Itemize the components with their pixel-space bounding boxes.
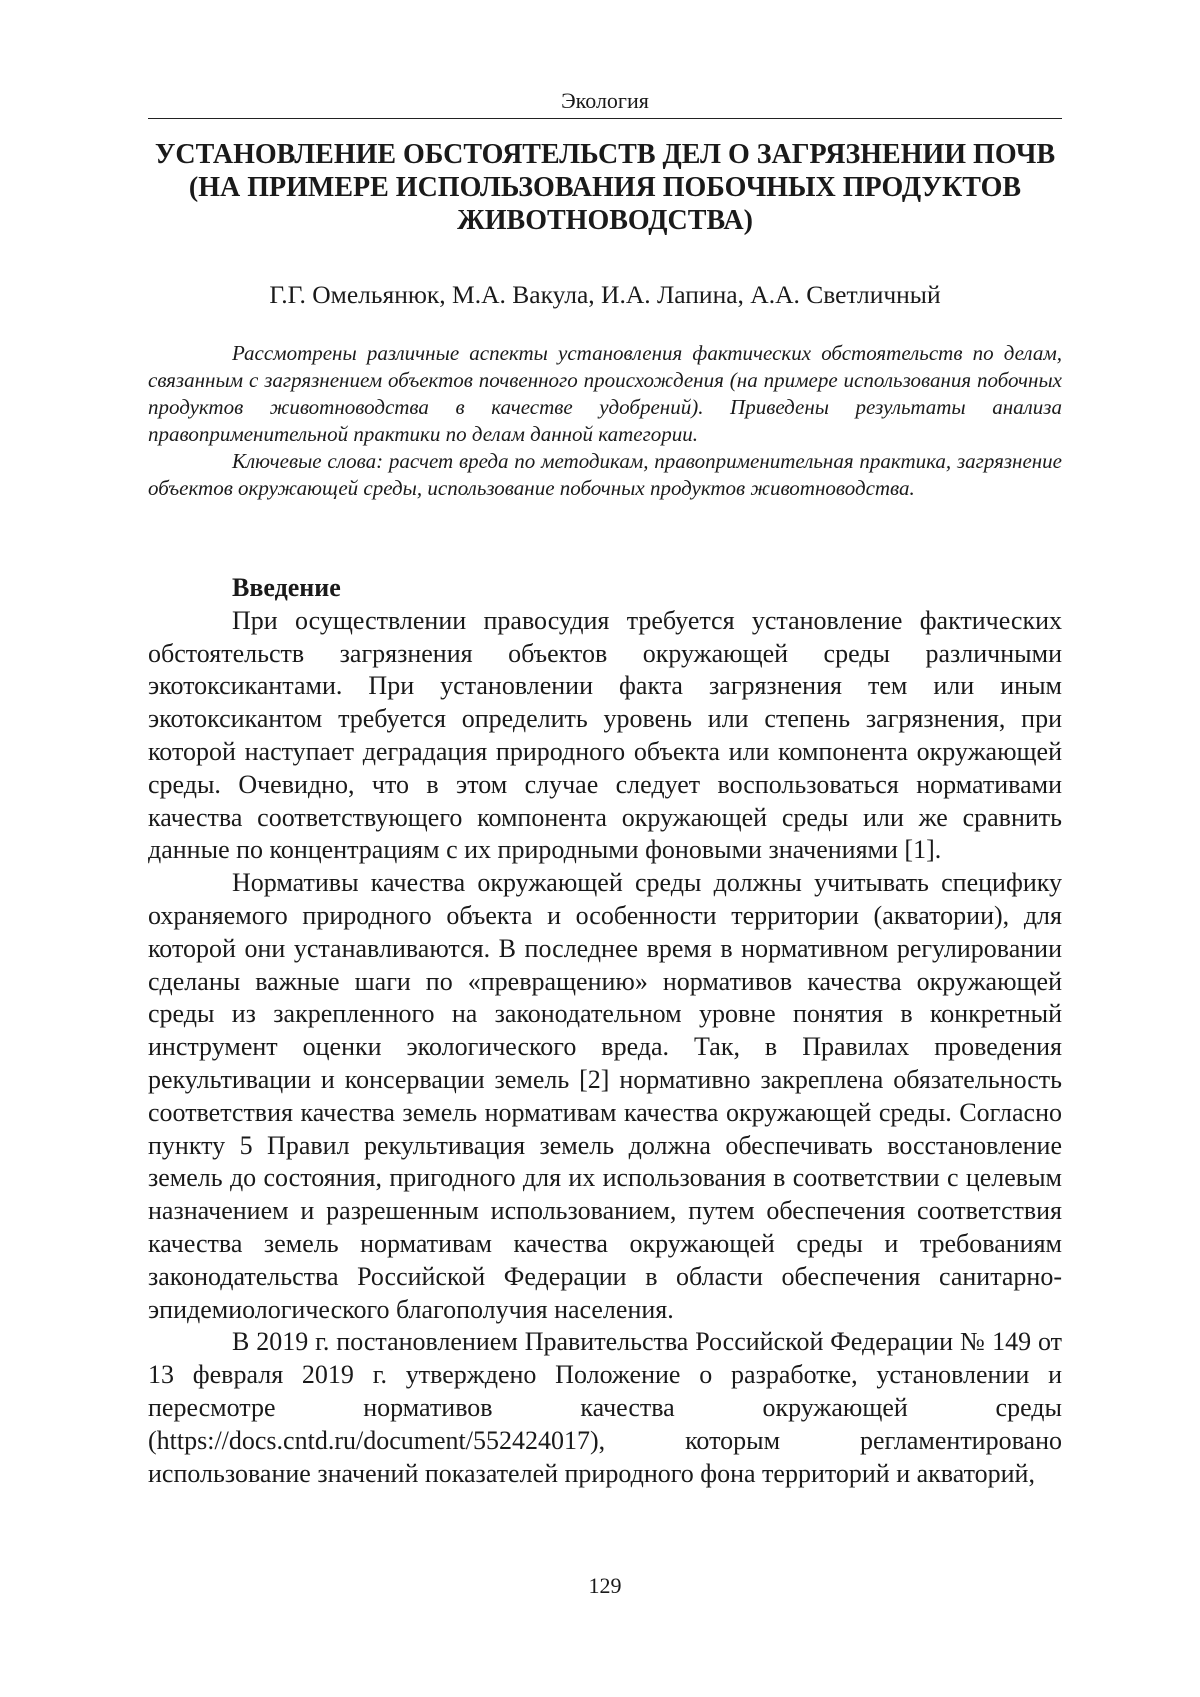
abstract-summary: Рассмотрены различные аспекты установления фактических обстоятельств по делам, связанным с загрязнением объектов почвенного происхождения (на примере использования побочных продуктов животноводства в качестве удобрений). Приведены результаты анализа правоприменительной практики по делам данной категории. [148, 341, 1062, 446]
authors-line: Г.Г. Омельянюк, М.А. Вакула, И.А. Лапина, А.А. Светличный [269, 280, 941, 309]
body-paragraph-1: При осуществлении правосудия требуется установление фактических обстоятельств загрязнения объектов окружающей среды различными экотоксикантами. При установлении факта загрязнения тем или иным экотоксикантом требуется определить уровень или степень загрязнения, при которой наступает деградация природного объекта или компонента окружающей среды. Очевидно, что в этом случае следует воспользоваться нормативами качества соответствующего компонента окружающей среды или же сравнить данные по концентрациям с их природными фоновыми значениями [1]. [148, 605, 1062, 865]
body-paragraph-3: В 2019 г. постановлением Правительства Российской Федерации № 149 от 13 февраля 2019 г. утверждено Положение о разработке, установлении и пересмотре нормативов качества окружающей среды (https://docs.cntd.ru/document/552424017), которым регламентировано использование значений показателей природного фона территорий и акваторий, [148, 1327, 1062, 1488]
article-body [148, 572, 1062, 1490]
header-rule [148, 118, 1062, 119]
body-paragraph-2: Нормативы качества окружающей среды должны учитывать специфику охраняемого природного объекта и особенности территории (акватории), для которой они устанавливаются. В последнее время в нормативном регулировании сделаны важные шаги по «превращению» нормативов качества окружающей среды из закрепленного на законодательном уровне понятия в конкретный инструмент оценки экологического вреда. Так, в Правилах проведения рекультивации и консервации земель [2] нормативно закреплена обязательность соответствия качества земель нормативам качества окружающей среды. Согласно пункту 5 Правил рекультивация земель должна обеспечивать восстановление земель до состояния, пригодного для их использования в соответствии с целевым назначением и разрешенным использованием, путем обеспечения соответствия качества земель нормативам качества окружающей среды и требованиям законодательства Российской Федерации в области обеспечения санитарно-эпидемиологического благополучия населения. [148, 868, 1062, 1324]
page-number: 129 [588, 1573, 622, 1598]
abstract-block [148, 340, 1062, 502]
running-head: Экология [561, 88, 649, 113]
section-heading: Введение [232, 573, 341, 602]
article-title: УСТАНОВЛЕНИЕ ОБСТОЯТЕЛЬСТВ ДЕЛ О ЗАГРЯЗНЕНИИ ПОЧВ (НА ПРИМЕРЕ ИСПОЛЬЗОВАНИЯ ПОБОЧНЫХ ПРОДУКТОВ ЖИВОТНОВОДСТВА) [154, 139, 1056, 236]
abstract-keywords: Ключевые слова: расчет вреда по методикам, правоприменительная практика, загрязнение объектов окружающей среды, использование побочных продуктов животноводства. [148, 449, 1062, 500]
